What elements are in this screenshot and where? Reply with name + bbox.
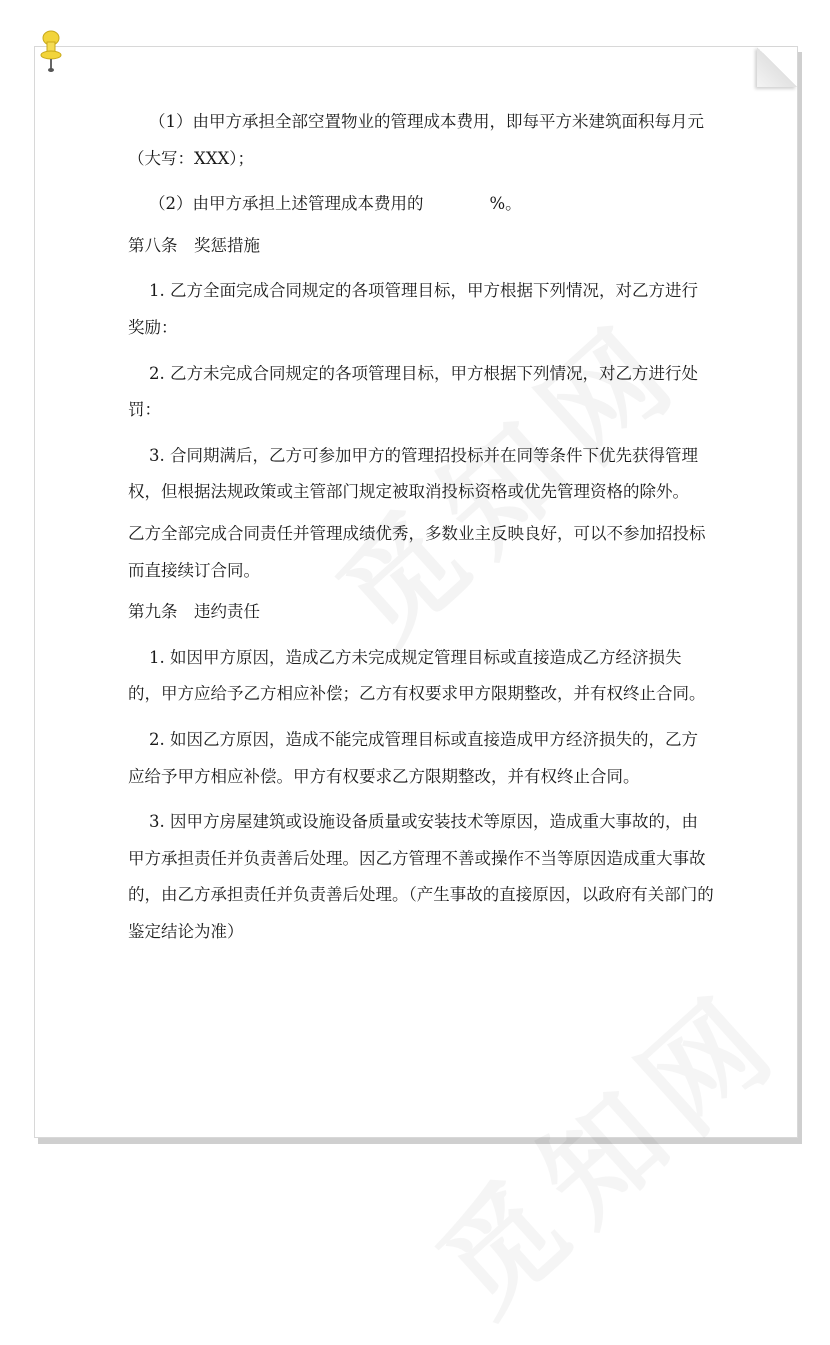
document-body <box>128 104 714 950</box>
paragraph: （1）由甲方承担全部空置物业的管理成本费用，即每平方米建筑面积每月元（大写：XXX）； <box>128 112 704 168</box>
paragraph: 2. 如因乙方原因，造成不能完成管理目标或直接造成甲方经济损失的，乙方应给予甲方相应补偿。甲方有权要求乙方限期整改，并有权终止合同。 <box>128 729 698 786</box>
paragraph: 1. 乙方全面完成合同规定的各项管理目标，甲方根据下列情况，对乙方进行奖励： <box>128 281 698 337</box>
paragraph: 3. 因甲方房屋建筑或设施设备质量或安装技术等原因，造成重大事故的，由甲方承担责任并负责善后处理。因乙方管理不善或操作不当等原因造成重大事故的，由乙方承担责任并负责善后处理。（产生事故的直接原因，以政府有关部门的鉴定结论为准） <box>128 812 714 941</box>
paragraph: 乙方全部完成合同责任并管理成绩优秀，多数业主反映良好，可以不参加招投标而直接续订合同。 <box>128 523 706 580</box>
paragraph: （2）由甲方承担上述管理成本费用的 %。 <box>149 194 522 214</box>
pushpin-icon <box>38 30 64 74</box>
page-curl <box>757 47 797 87</box>
paragraph: 1. 如因甲方原因，造成乙方未完成规定管理目标或直接造成乙方经济损失的，甲方应给予乙方相应补偿；乙方有权要求甲方限期整改，并有权终止合同。 <box>128 647 706 704</box>
section-heading: 第八条 奖惩措施 <box>128 235 260 255</box>
section-heading: 第九条 违约责任 <box>128 602 260 622</box>
paragraph: 3. 合同期满后，乙方可参加甲方的管理招投标并在同等条件下优先获得管理权，但根据法规政策或主管部门规定被取消投标资格或优先管理资格的除外。 <box>128 445 698 502</box>
paragraph: 2. 乙方未完成合同规定的各项管理目标，甲方根据下列情况，对乙方进行处罚： <box>128 363 698 420</box>
